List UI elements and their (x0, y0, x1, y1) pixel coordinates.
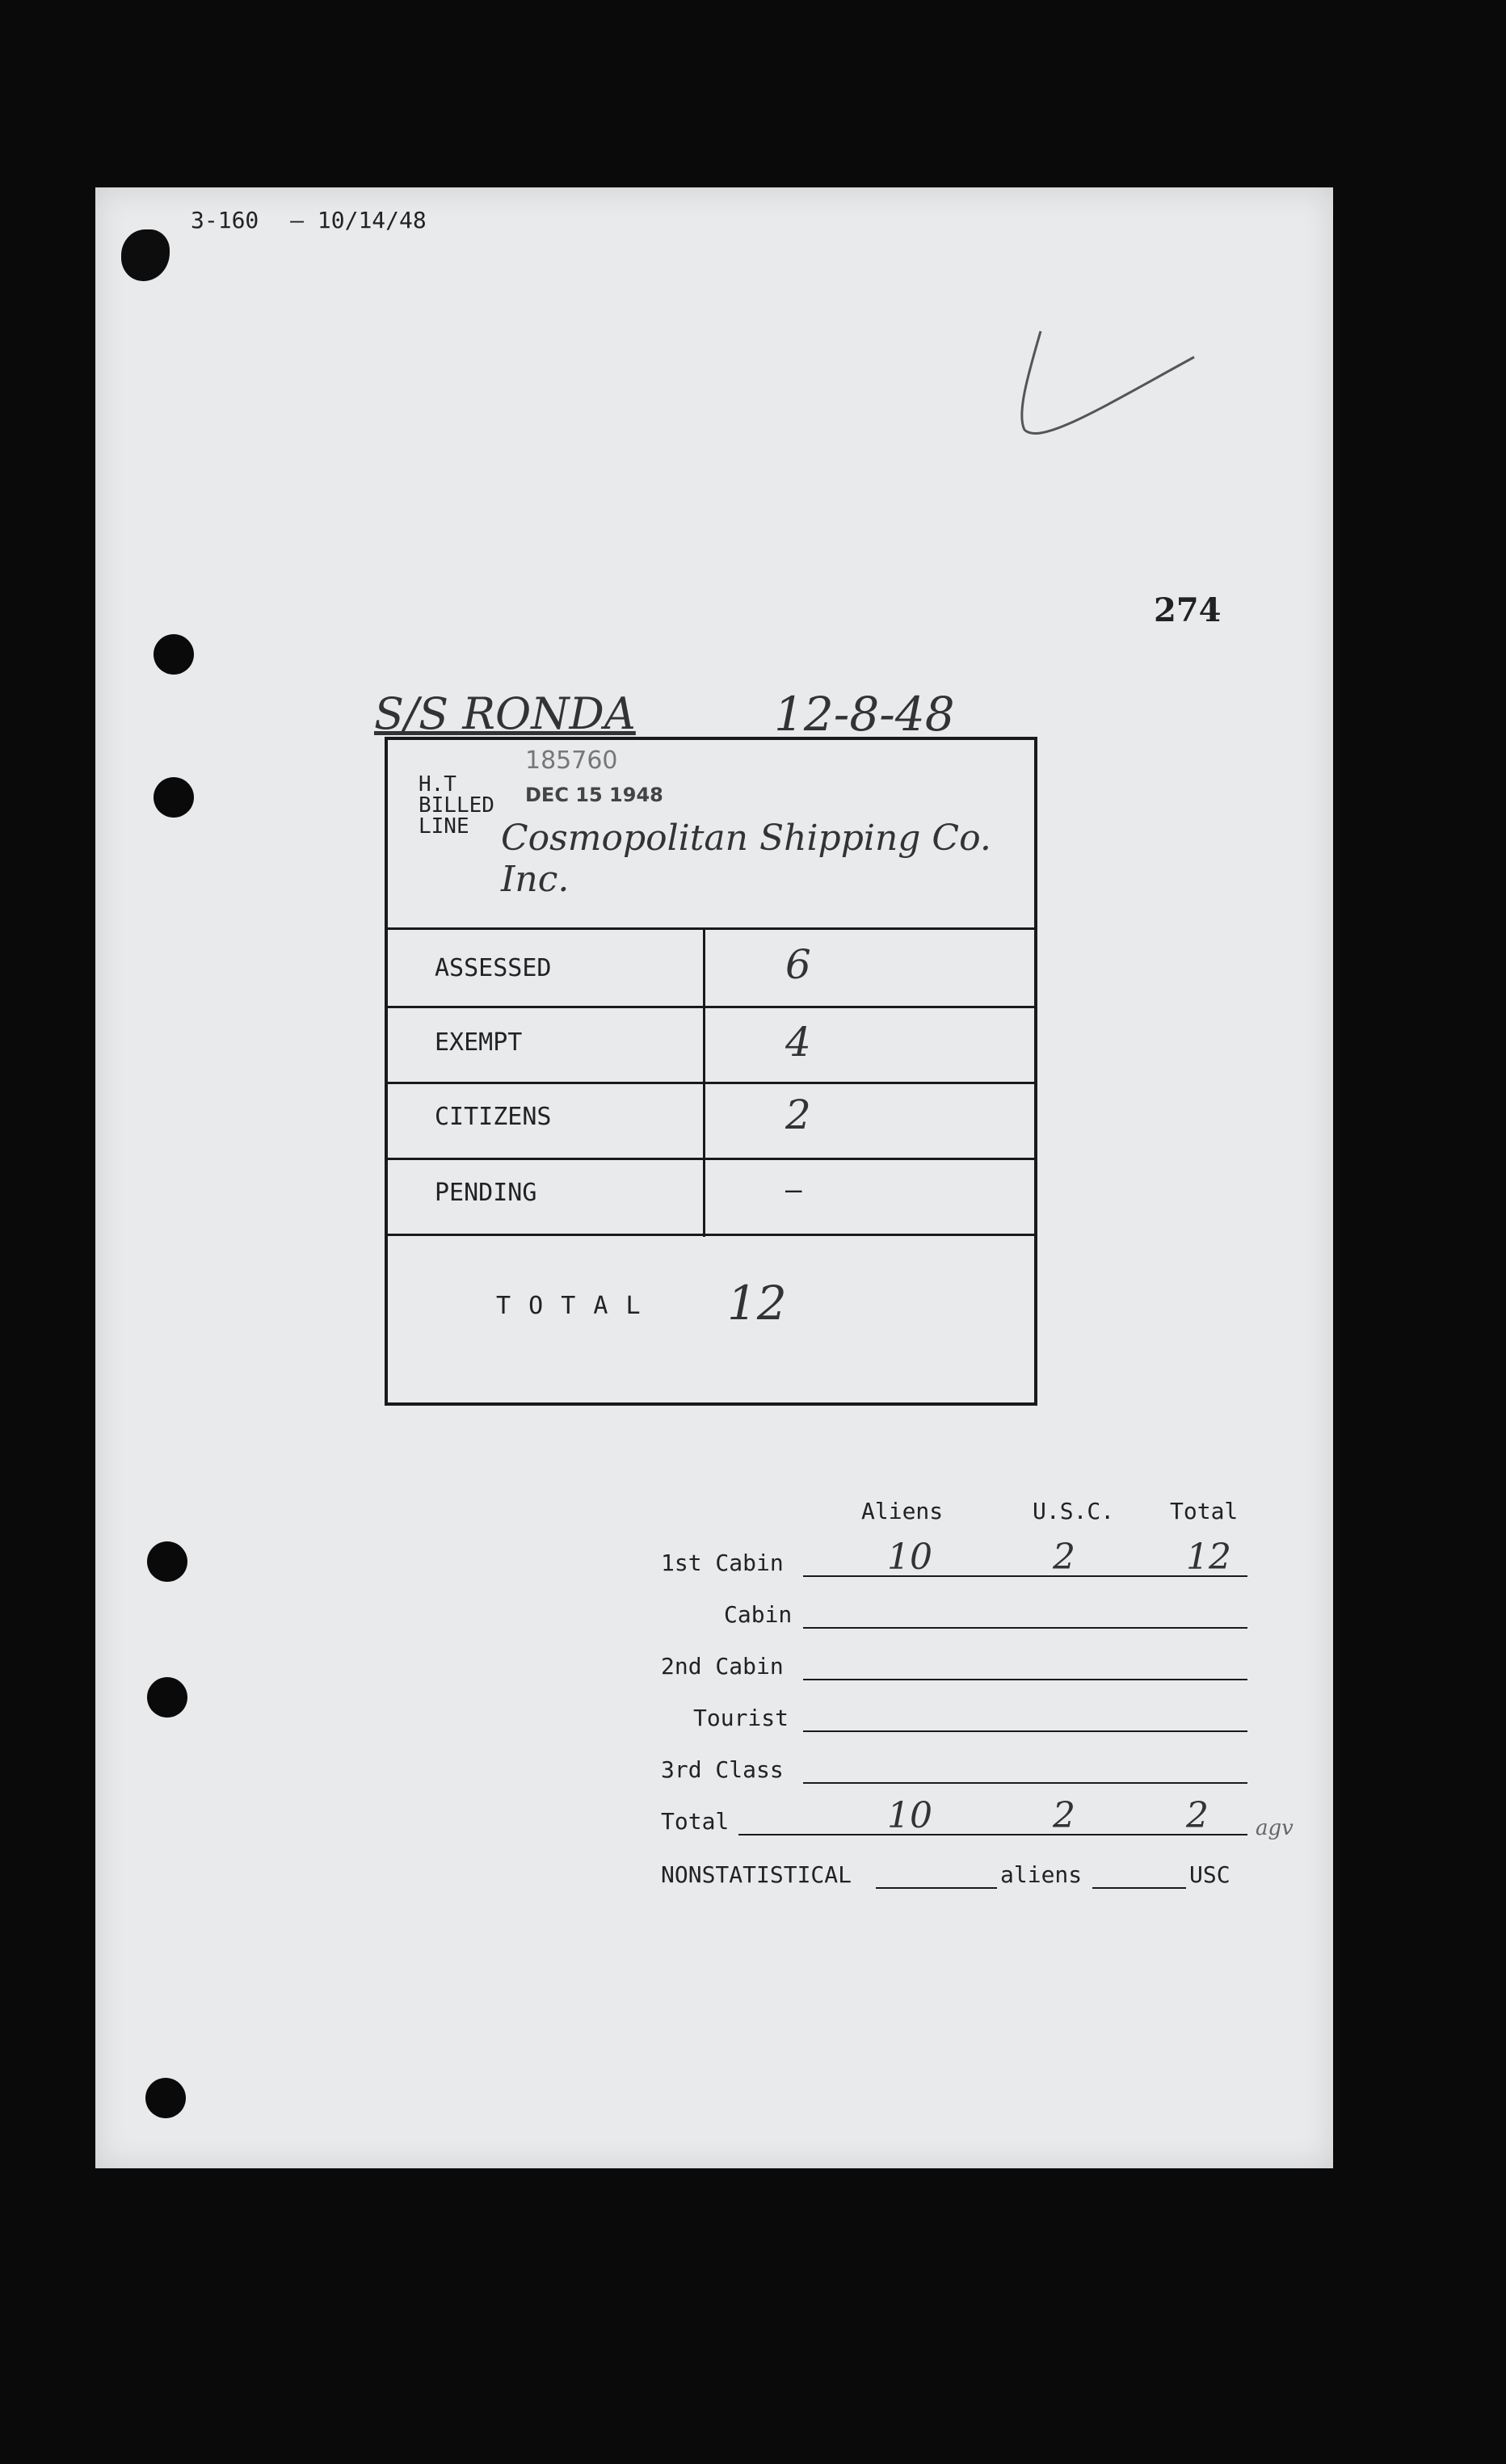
row-underline (803, 1575, 1247, 1577)
row-underline (738, 1834, 1247, 1835)
document-sheet (95, 187, 1333, 2168)
summary-label-citizens: CITIZENS (435, 1103, 552, 1131)
summary-label-pending: PENDING (435, 1179, 537, 1207)
divider (388, 1158, 1034, 1160)
punch-hole (147, 1677, 187, 1718)
total-label: T O T A L (496, 1292, 642, 1320)
divider (388, 1082, 1034, 1084)
divider (388, 927, 1034, 930)
cell-total: 2 (1186, 1795, 1209, 1836)
line-value: Cosmopolitan Shipping Co. Inc. (501, 818, 991, 900)
header-aliens: Aliens (861, 1498, 944, 1524)
row-label-tourist: Tourist (693, 1705, 789, 1731)
header-usc: U.S.C. (1033, 1498, 1115, 1524)
punch-hole (145, 2078, 186, 2118)
cell-aliens: 10 (887, 1795, 932, 1836)
check-mark (1008, 325, 1202, 454)
summary-value-citizens: 2 (785, 1091, 811, 1138)
row-underline (803, 1730, 1247, 1732)
summary-box (385, 737, 1037, 1406)
summary-label-assessed: ASSESSED (435, 954, 552, 982)
nonstat-label: NONSTATISTICAL (661, 1861, 852, 1888)
form-date: 10/14/48 (317, 207, 427, 233)
cell-total: 12 (1186, 1537, 1231, 1578)
row-underline (803, 1627, 1247, 1629)
punch-hole (154, 777, 194, 818)
summary-value-pending: — (785, 1174, 802, 1206)
summary-value-exempt: 4 (785, 1019, 811, 1066)
nonstat-aliens-label: aliens (1000, 1861, 1083, 1888)
punch-hole (147, 1541, 187, 1582)
header-total: Total (1170, 1498, 1239, 1524)
row-label-cabin: Cabin (724, 1601, 793, 1628)
divider (388, 1006, 1034, 1008)
billed-label: BILLED (419, 793, 494, 818)
billing-stamp-date: DEC 15 1948 (525, 784, 663, 806)
row-underline (803, 1782, 1247, 1784)
cell-aliens: 10 (887, 1537, 932, 1578)
row-label-total: Total (661, 1808, 730, 1835)
ht-label: H.T (419, 772, 456, 797)
nonstat-usc-label: USC (1189, 1861, 1230, 1888)
nonstat-aliens-underline (876, 1887, 997, 1889)
page-number: 274 (1154, 591, 1222, 629)
row-label-1st-cabin: 1st Cabin (661, 1549, 784, 1576)
row-label-3rd-class: 3rd Class (661, 1756, 784, 1783)
divider (388, 1234, 1034, 1236)
billing-stamp-number: 185760 (525, 746, 618, 775)
line-label: LINE (419, 814, 469, 839)
form-number-line: 3-160 – 10/14/48 (191, 207, 427, 233)
row-label-2nd-cabin: 2nd Cabin (661, 1653, 784, 1680)
ship-name: S/S RONDA (374, 688, 636, 739)
initials: agv (1256, 1816, 1294, 1840)
punch-hole (154, 634, 194, 675)
summary-value-assessed: 6 (785, 941, 811, 988)
total-value: 12 (727, 1276, 787, 1331)
cell-usc: 2 (1053, 1537, 1075, 1578)
summary-label-exempt: EXEMPT (435, 1028, 523, 1057)
nonstat-usc-underline (1092, 1887, 1186, 1889)
row-underline (803, 1679, 1247, 1680)
billing-labels (419, 774, 494, 837)
cell-usc: 2 (1053, 1795, 1075, 1836)
form-number: 3-160 (191, 207, 259, 233)
ship-date: 12-8-48 (774, 687, 955, 742)
ink-blot (121, 229, 170, 281)
